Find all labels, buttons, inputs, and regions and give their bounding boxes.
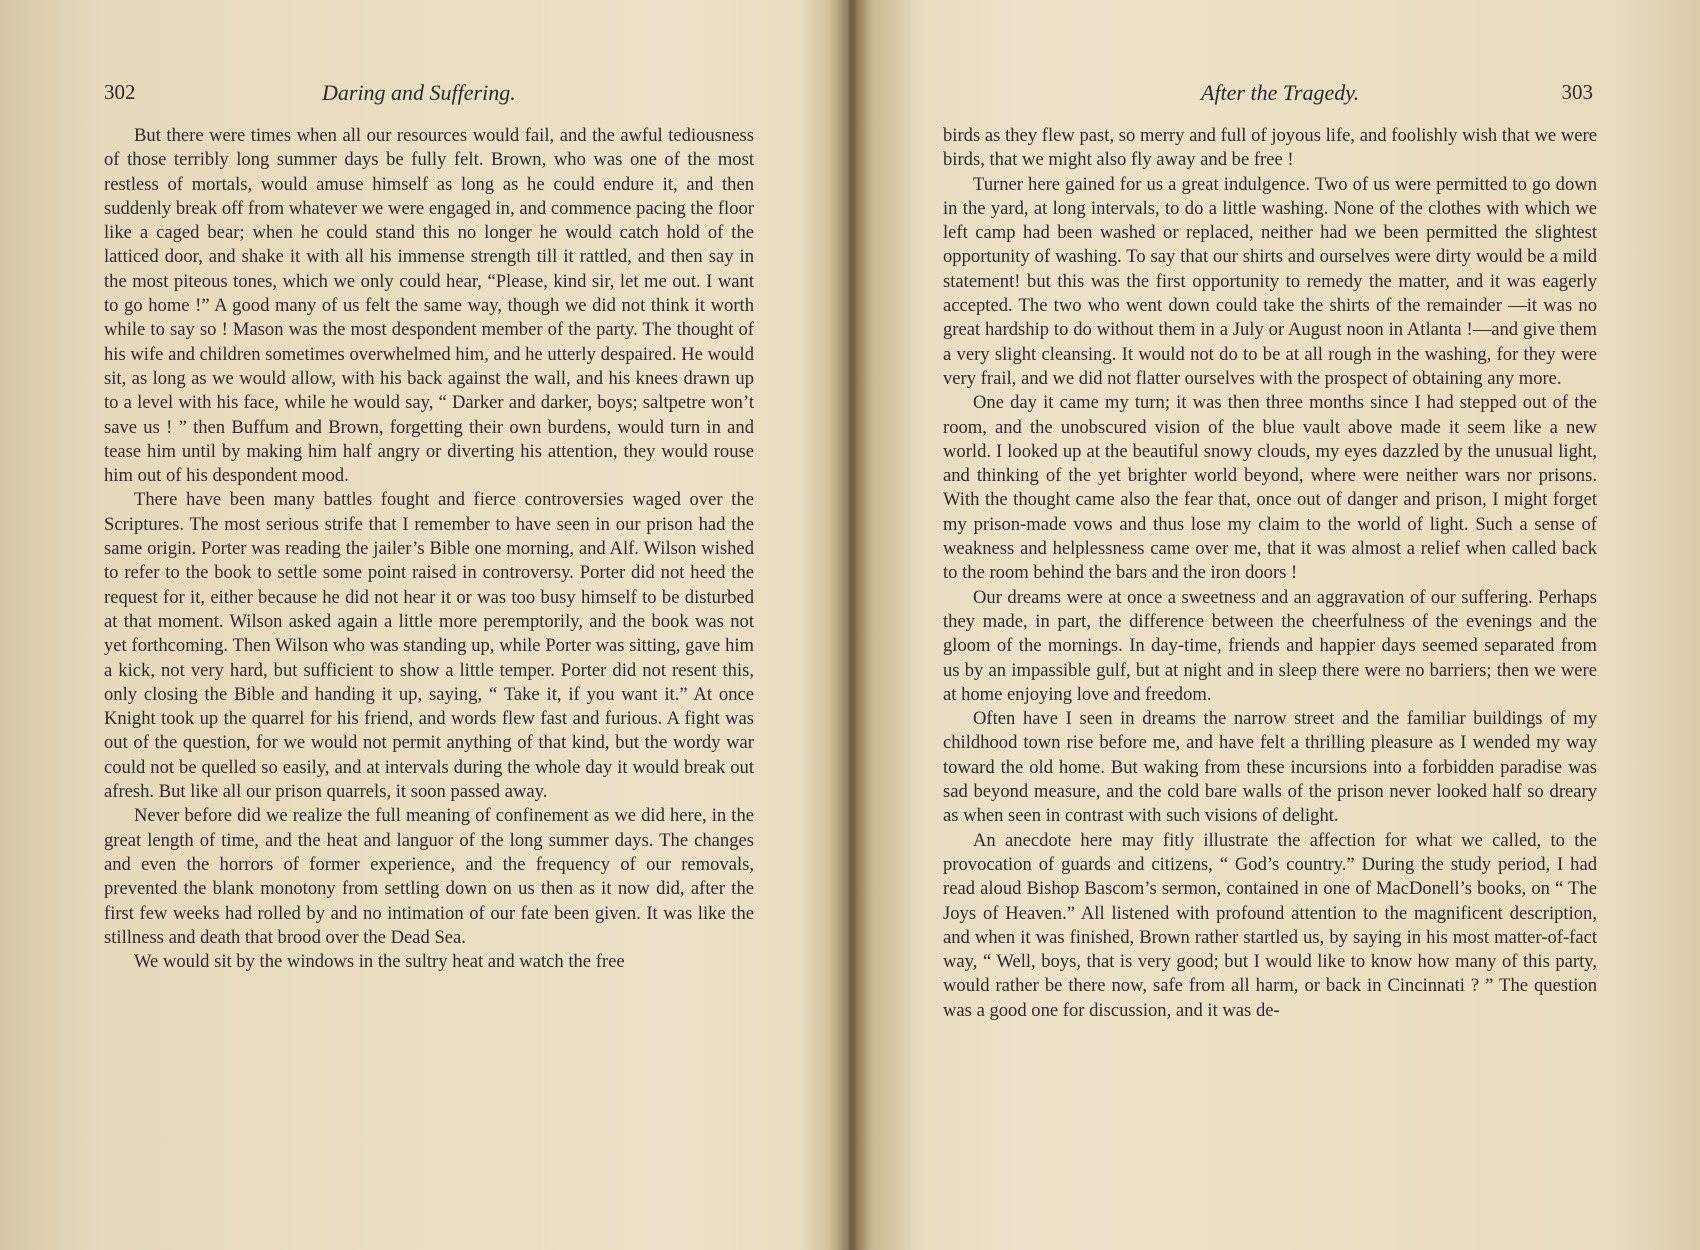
paragraph: We would sit by the windows in the sultry heat and watch the free (134, 951, 625, 973)
paragraph: There have been many battles fought and fierce controversies waged over the Scriptures. The most serious strife that I remember to have seen in our prison had the same origin. Porter was reading the jailer’s Bible one morning, and Alf. Wilson wished to refer to the book to settle some point raised in controversy. Porter did not heed the request for it, either because he did not hear it or was too busy himself to be disturbed at that moment. Wilson asked again a little more peremptorily, and the book was not yet forthcoming. Then Wilson who was standing up, while Porter was sitting, gave him a kick, not very hard, but sufficient to show a little temper. Porter did not resent this, only closing the Bible and handing it up, saying, “ Take it, if you want it.” At once Knight took up the quarrel for his friend, and words flew fast and furious. A fight was out of the question, for we would not permit anything of that kind, but the wordy war could not be quelled so easily, and at intervals during the whole day it would break out afresh. But like all our prison quarrels, it soon passed away. (104, 489, 754, 803)
continued-paragraph: birds as they flew past, so merry and full of joyous life, and foolishly wish that we were birds, that we might also fly away and be free ! (943, 125, 1597, 171)
right-page-body (943, 124, 1597, 1023)
paragraph: Never before did we realize the full meaning of confinement as we did here, in the great length of time, and the heat and languor of the long summer days. The changes and even the horrors of former experience, and the frequency of our removals, prevented the blank monotony from settling down on us then as it now did, after the first few weeks had rolled by and no intimation of our fate been given. It was like the stillness and death that brood over the Dead Sea. (104, 805, 754, 948)
running-title: Daring and Suffering. (322, 80, 516, 105)
paragraph: Often have I seen in dreams the narrow street and the familiar buildings of my childhood town rise before me, and have felt a thrilling pleasure as I wended my way toward the old home. But waking from these incursions into a forbidden paradise was sad beyond measure, and the cold bare walls of the prison never looked half so dreary as when seen in contrast with such visions of delight. (943, 708, 1597, 827)
running-title: After the Tragedy. (1201, 80, 1360, 105)
right-page (850, 0, 1700, 1250)
paragraph: Turner here gained for us a great indulgence. Two of us were permitted to go down in the yard, at long intervals, to do a little washing. None of the clothes with which we left camp had been washed or replaced, neither had we been permitted the slightest opportunity of washing. To say that our shirts and ourselves were dirty would be a mild statement! but this was the first opportunity to remedy the matter, and it was eagerly accepted. The two who went down could take the shirts of the remainder —it was no great hardship to do without them in a July or August noon in Atlanta !—and give them a very slight cleansing. It would not do to be at all rough in the washing, for they were very frail, and we did not flatter ourselves with the prospect of obtaining any more. (943, 173, 1597, 389)
paragraph: Our dreams were at once a sweetness and an aggravation of our suffering. Perhaps they made, in part, the difference between the cheerfulness of the evenings and the gloom of the mornings. In day-time, friends and happier days seemed separated from us by an impassible gulf, but at night and in sleep there were no barriers; then we were at home enjoying love and freedom. (943, 586, 1597, 705)
left-page-header (104, 80, 754, 110)
left-page-body (104, 124, 754, 974)
paragraph: An anecdote here may fitly illustrate the affection for what we called, to the provocation of guards and citizens, “ God’s country.” During the study period, I had read aloud Bishop Bascom’s sermon, contained in one of MacDonell’s books, on “ The Joys of Heaven.” All listened with profound attention to the magnificent description, and when it was finished, Brown rather startled us, by saying in his most matter-of-fact way, “ Well, boys, that is very good; but I would like to know how many of this party, would rather be there now, safe from all harm, or back in Cincinnati ? ” The question was a good one for discussion, and it was de- (943, 829, 1597, 1021)
page-number: 303 (1561, 80, 1593, 104)
paragraph: But there were times when all our resources would fail, and the awful tediousness of those terribly long summer days be fully felt. Brown, who was one of the most restless of mortals, would amuse himself as long as he could endure it, and then suddenly break off from whatever we were engaged in, and commence pacing the floor like a caged bear; when he could stand this no longer he would catch hold of the latticed door, and shake it with all his immense strength till it rattled, and then say in the most piteous tones, which we only could hear, “Please, kind sir, let me out. I want to go home !” A good many of us felt the same way, though we did not think it worth while to say so ! Mason was the most despondent member of the party. The thought of his wife and children sometimes overwhelmed him, and he utterly despaired. He would sit, as long as we would allow, with his back against the wall, and his knees drawn up to a level with his face, while he would say, “ Darker and darker, boys; saltpetre won’t save us ! ” then Buffum and Brown, forgetting their own burdens, would turn in and tease him until by making him half angry or diverting his attention, they would rouse him out of his despondent mood. (104, 125, 754, 487)
paragraph: One day it came my turn; it was then three months since I had stepped out of the room, and the unobscured vision of the blue vault above made it seem like a new world. I looked up at the beautiful snowy clouds, my eyes dazzled by the unusual light, and thinking of the yet brighter world beyond, where were neither wars nor prisons. With the thought came also the fear that, once out of danger and prison, I might forget my prison-made vows and thus lose my claim to the world of light. Such a sense of weakness and helplessness came over me, that it was almost a relief when called back to the room behind the bars and the iron doors ! (943, 392, 1597, 584)
right-page-header (943, 80, 1593, 110)
page-number: 302 (104, 80, 136, 104)
